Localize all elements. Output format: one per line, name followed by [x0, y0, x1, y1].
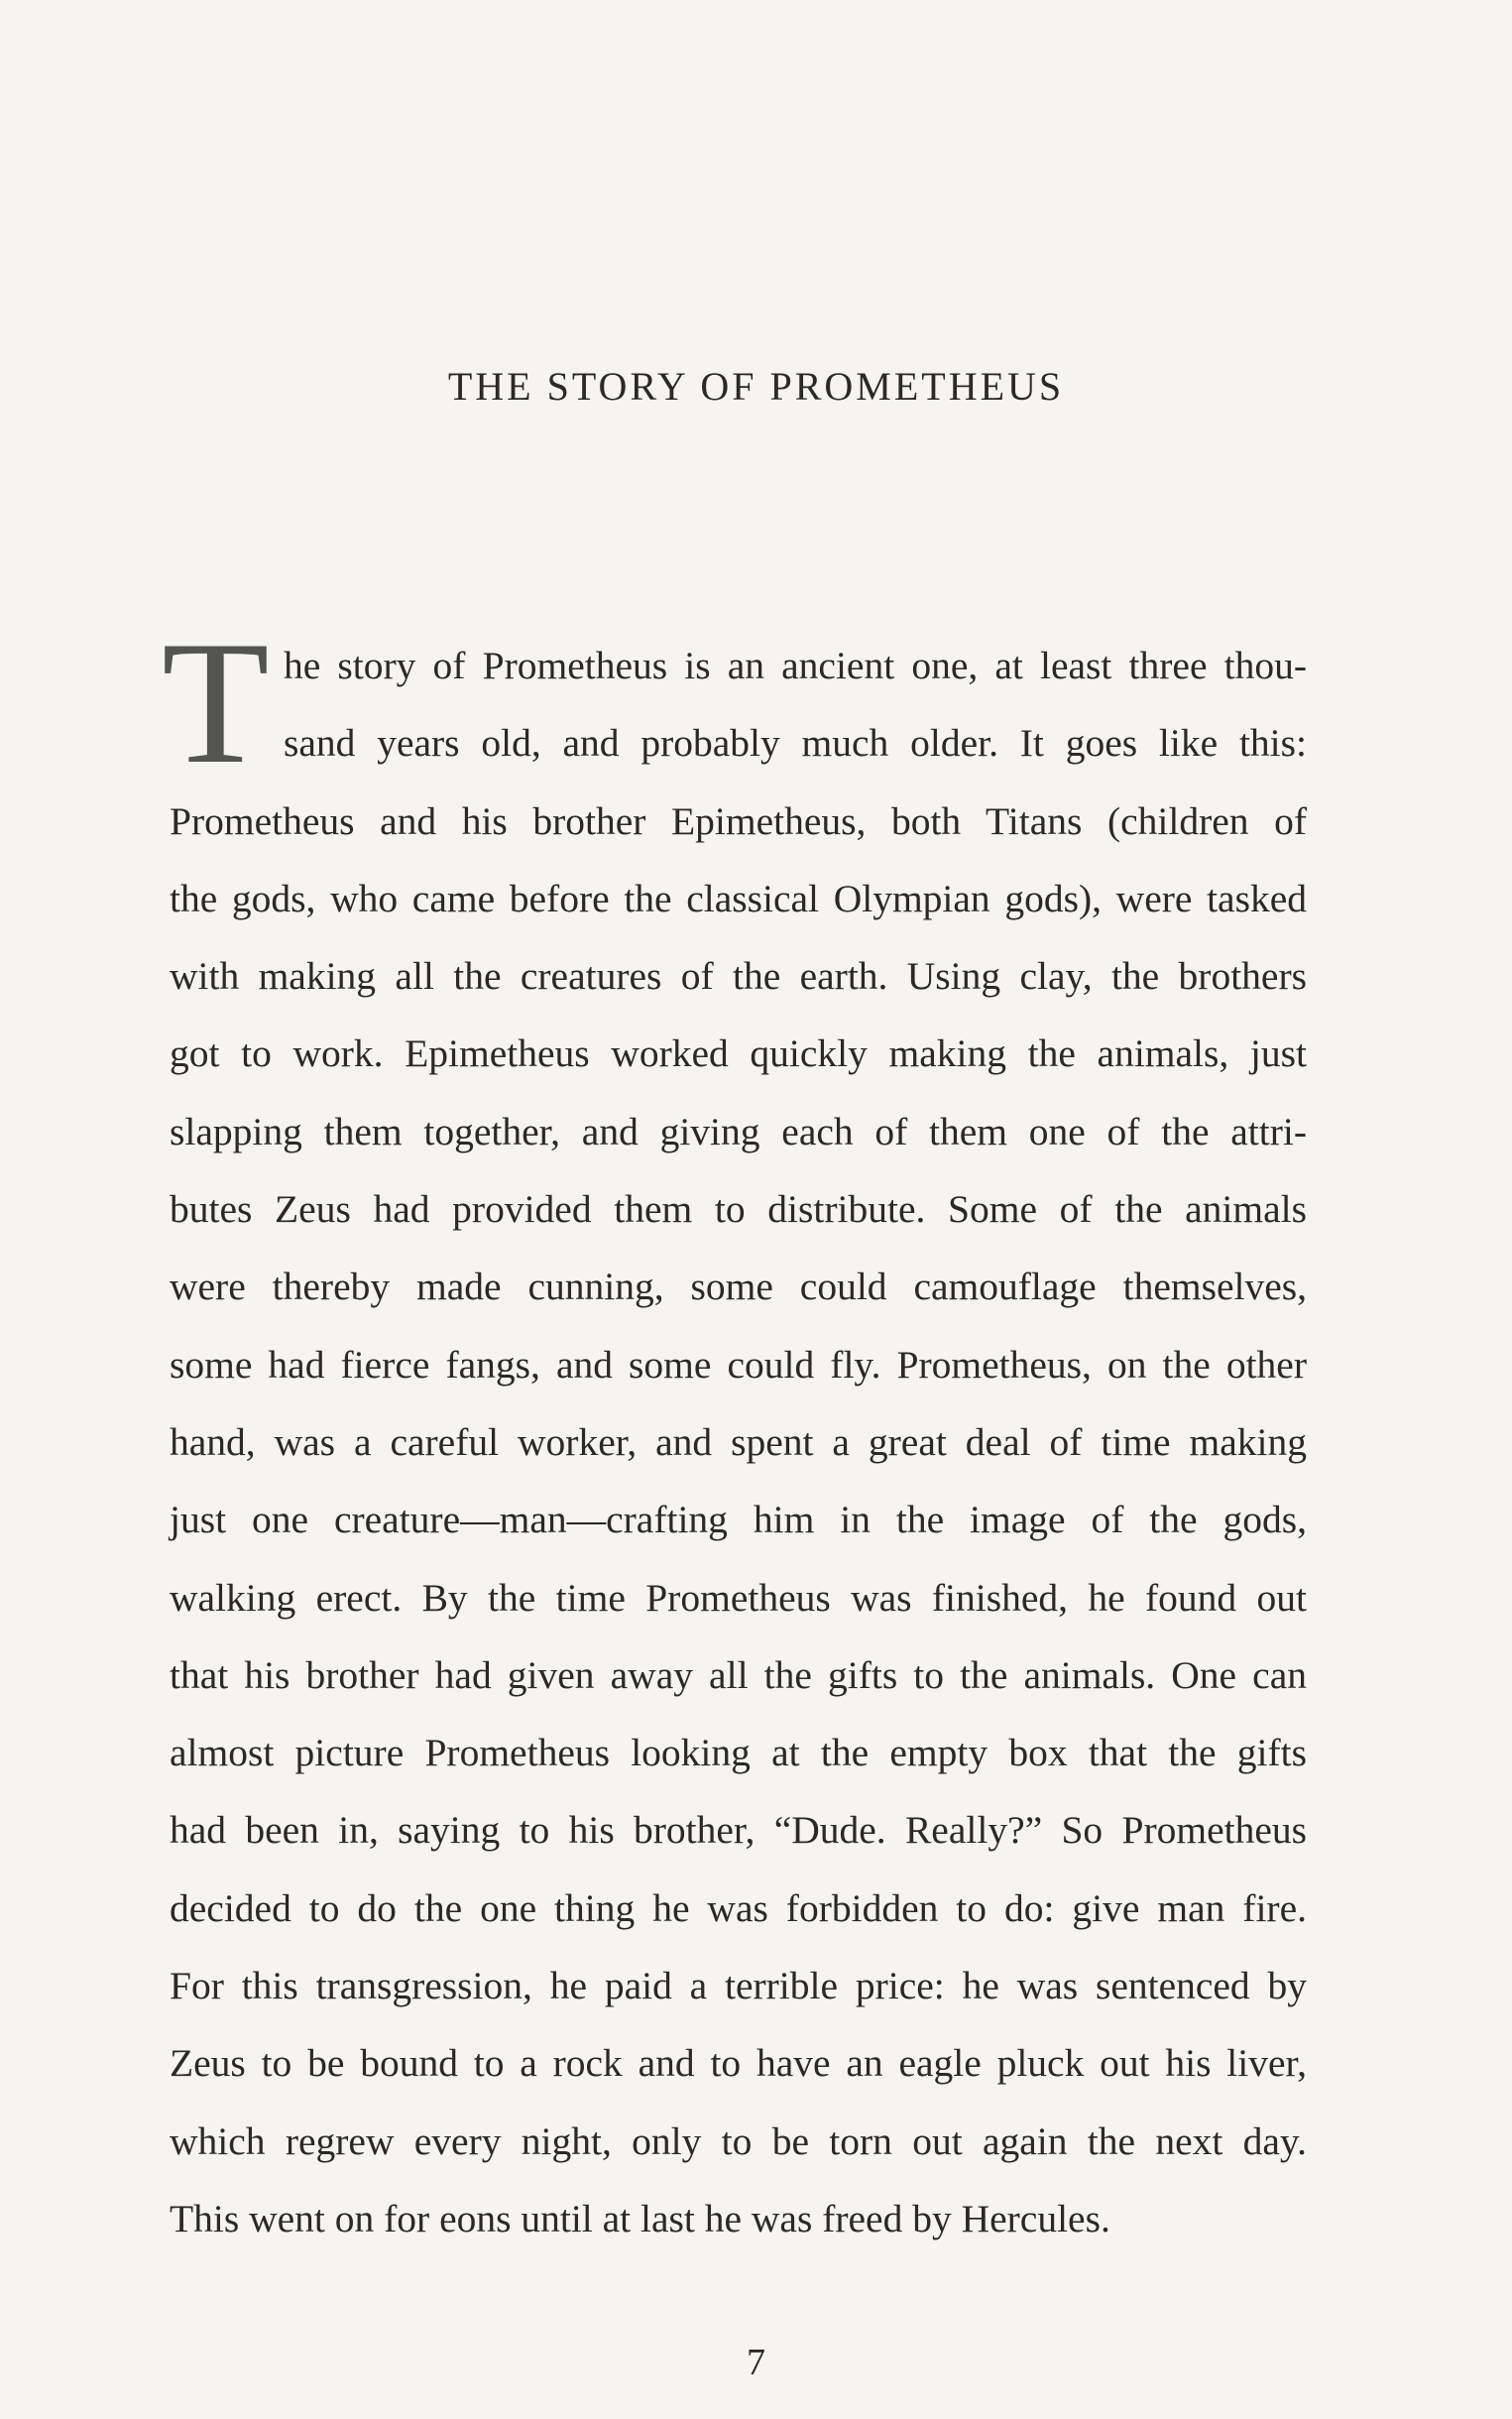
text-line: walking erect. By the time Prometheus was finished, he found out	[170, 1575, 1307, 1620]
body-text	[162, 604, 1307, 2257]
text-line: butes Zeus had provided them to distribute. Some of the animals	[170, 1187, 1307, 1232]
text-line: got to work. Epimetheus worked quickly making the animals, just	[170, 1031, 1307, 1076]
text-line: just one creature—man—crafting him in the image of the gods,	[170, 1498, 1307, 1542]
drop-cap: T	[162, 604, 270, 800]
text-line: slapping them together, and giving each of them one of the attri-	[170, 1109, 1307, 1153]
text-line: decided to do the one thing he was forbidden to do: give man fire.	[170, 1885, 1307, 1930]
text-line: with making all the creatures of the earth. Using clay, the brothers	[170, 954, 1307, 999]
text-line: had been in, saying to his brother, “Dude. Really?” So Prometheus	[170, 1808, 1307, 1853]
text-line: that his brother had given away all the gifts to the animals. One can	[170, 1652, 1307, 1697]
text-line: For this transgression, he paid a terrible price: he was sentenced by	[170, 1964, 1307, 2008]
text-line: some had fierce fangs, and some could fly. Prometheus, on the other	[170, 1342, 1307, 1387]
page-number: 7	[747, 2342, 765, 2383]
text-line: Prometheus and his brother Epimetheus, both Titans (children of	[170, 798, 1307, 843]
paragraph	[170, 627, 1307, 2257]
text-line: the gods, who came before the classical Olympian gods), were tasked	[170, 876, 1307, 920]
text-line: which regrew every night, only to be torn out again the next day.	[170, 2118, 1307, 2163]
text-line: almost picture Prometheus looking at the empty box that the gifts	[170, 1731, 1307, 1775]
text-line: hand, was a careful worker, and spent a great deal of time making	[170, 1419, 1307, 1464]
chapter-title: THE STORY OF PROMETHEUS	[447, 364, 1065, 409]
text-line: he story of Prometheus is an ancient one, at least three thou-	[284, 644, 1307, 687]
text-line: This went on for eons until at last he was freed by Hercules.	[170, 2196, 1110, 2240]
text-line: sand years old, and probably much older. It goes like this:	[284, 721, 1307, 766]
text-line: were thereby made cunning, some could camouflage themselves,	[170, 1265, 1307, 1309]
text-line: Zeus to be bound to a rock and to have an eagle pluck out his liver,	[170, 2041, 1307, 2086]
